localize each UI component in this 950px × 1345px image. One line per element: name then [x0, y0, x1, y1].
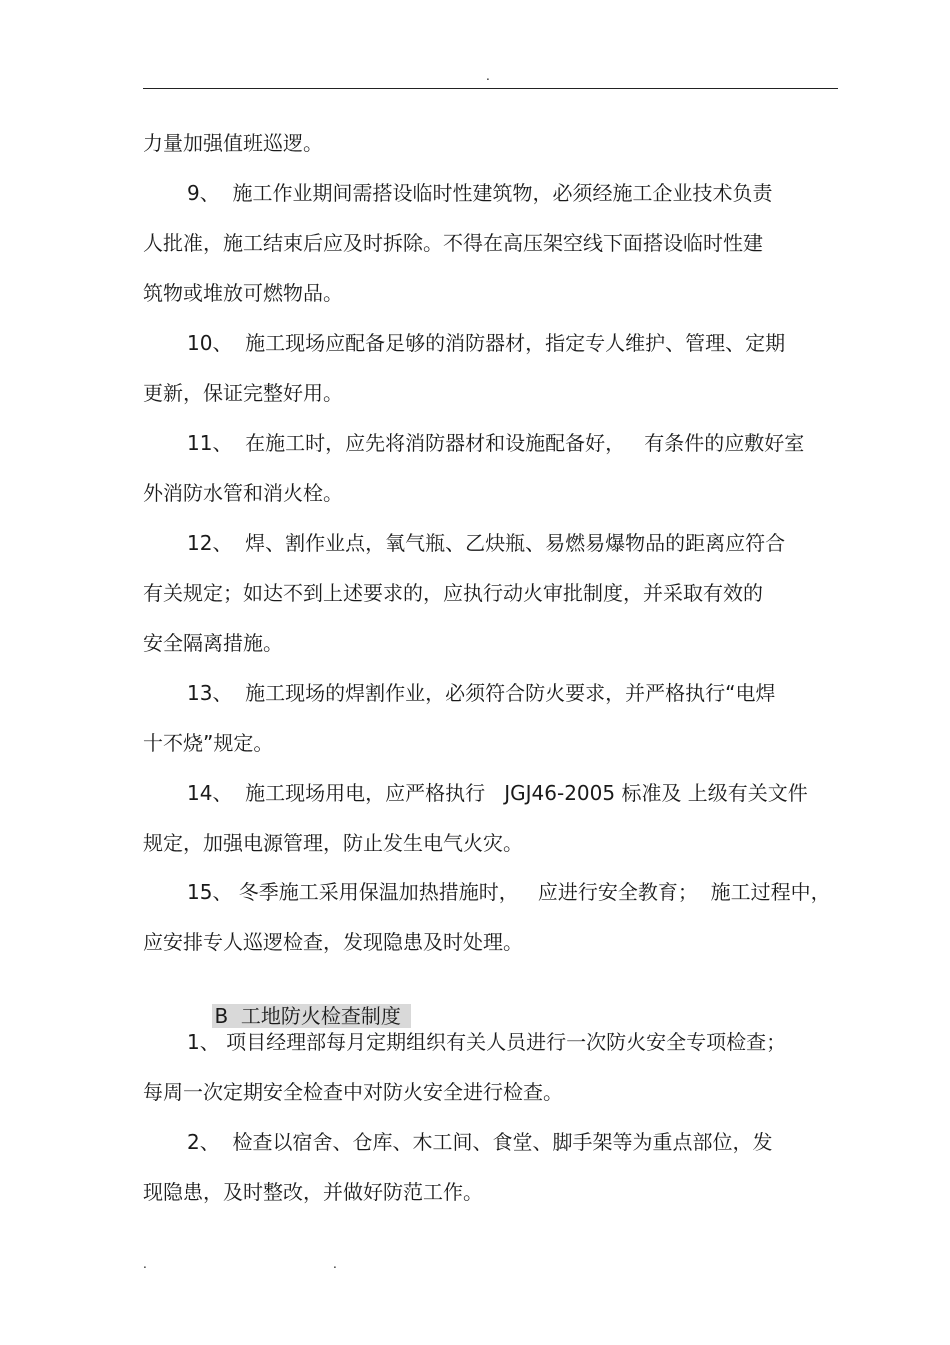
text-line: 15、 冬季施工采用保温加热措施时， 应进行安全教育； 施工过程中，: [187, 880, 831, 904]
section-heading: B 工地防火检查制度: [212, 1004, 410, 1028]
text-line: 安全隔离措施。: [143, 631, 283, 655]
text-line: 每周一次定期安全检查中对防火安全进行检查。: [143, 1080, 563, 1104]
text-line: 十不烧”规定。: [143, 731, 274, 755]
text-line: 筑物或堆放可燃物品。: [143, 281, 343, 305]
text-line: 12、 焊、割作业点，氧气瓶、乙炔瓶、易燃易爆物品的距离应符合: [187, 531, 786, 555]
text-line: 力量加强值班巡逻。: [143, 131, 323, 155]
text-line: 13、 施工现场的焊割作业，必须符合防火要求，并严格执行“电焊: [187, 681, 776, 705]
text-line: 有关规定；如达不到上述要求的，应执行动火审批制度，并采取有效的: [143, 581, 763, 605]
text-line: 2、 检查以宿舍、仓库、木工间、食堂、脚手架等为重点部位，发: [187, 1130, 773, 1154]
footer-dot-left: .: [143, 1257, 147, 1271]
text-line: 规定，加强电源管理，防止发生电气火灾。: [143, 831, 523, 855]
text-line: 现隐患，及时整改，并做好防范工作。: [143, 1180, 483, 1204]
text-line: 外消防水管和消火栓。: [143, 481, 343, 505]
text-line: 14、 施工现场用电，应严格执行 JGJ46-2005 标准及 上级有关文件: [187, 781, 808, 805]
text-line: 11、 在施工时，应先将消防器材和设施配备好， 有条件的应敷好室: [187, 431, 805, 455]
text-line: 更新，保证完整好用。: [143, 381, 343, 405]
text-line: 9、 施工作业期间需搭设临时性建筑物，必须经施工企业技术负责: [187, 181, 773, 205]
text-line: 10、 施工现场应配备足够的消防器材，指定专人维护、管理、定期: [187, 331, 786, 355]
text-line: 人批准，施工结束后应及时拆除。不得在高压架空线下面搭设临时性建: [143, 231, 763, 255]
footer-dot-right: .: [333, 1257, 337, 1271]
text-line: 1、 项目经理部每月定期组织有关人员进行一次防火安全专项检查；: [187, 1030, 787, 1054]
text-line: 应安排专人巡逻检查，发现隐患及时处理。: [143, 930, 523, 954]
header-rule: [143, 88, 838, 89]
header-dot: .: [486, 69, 490, 83]
